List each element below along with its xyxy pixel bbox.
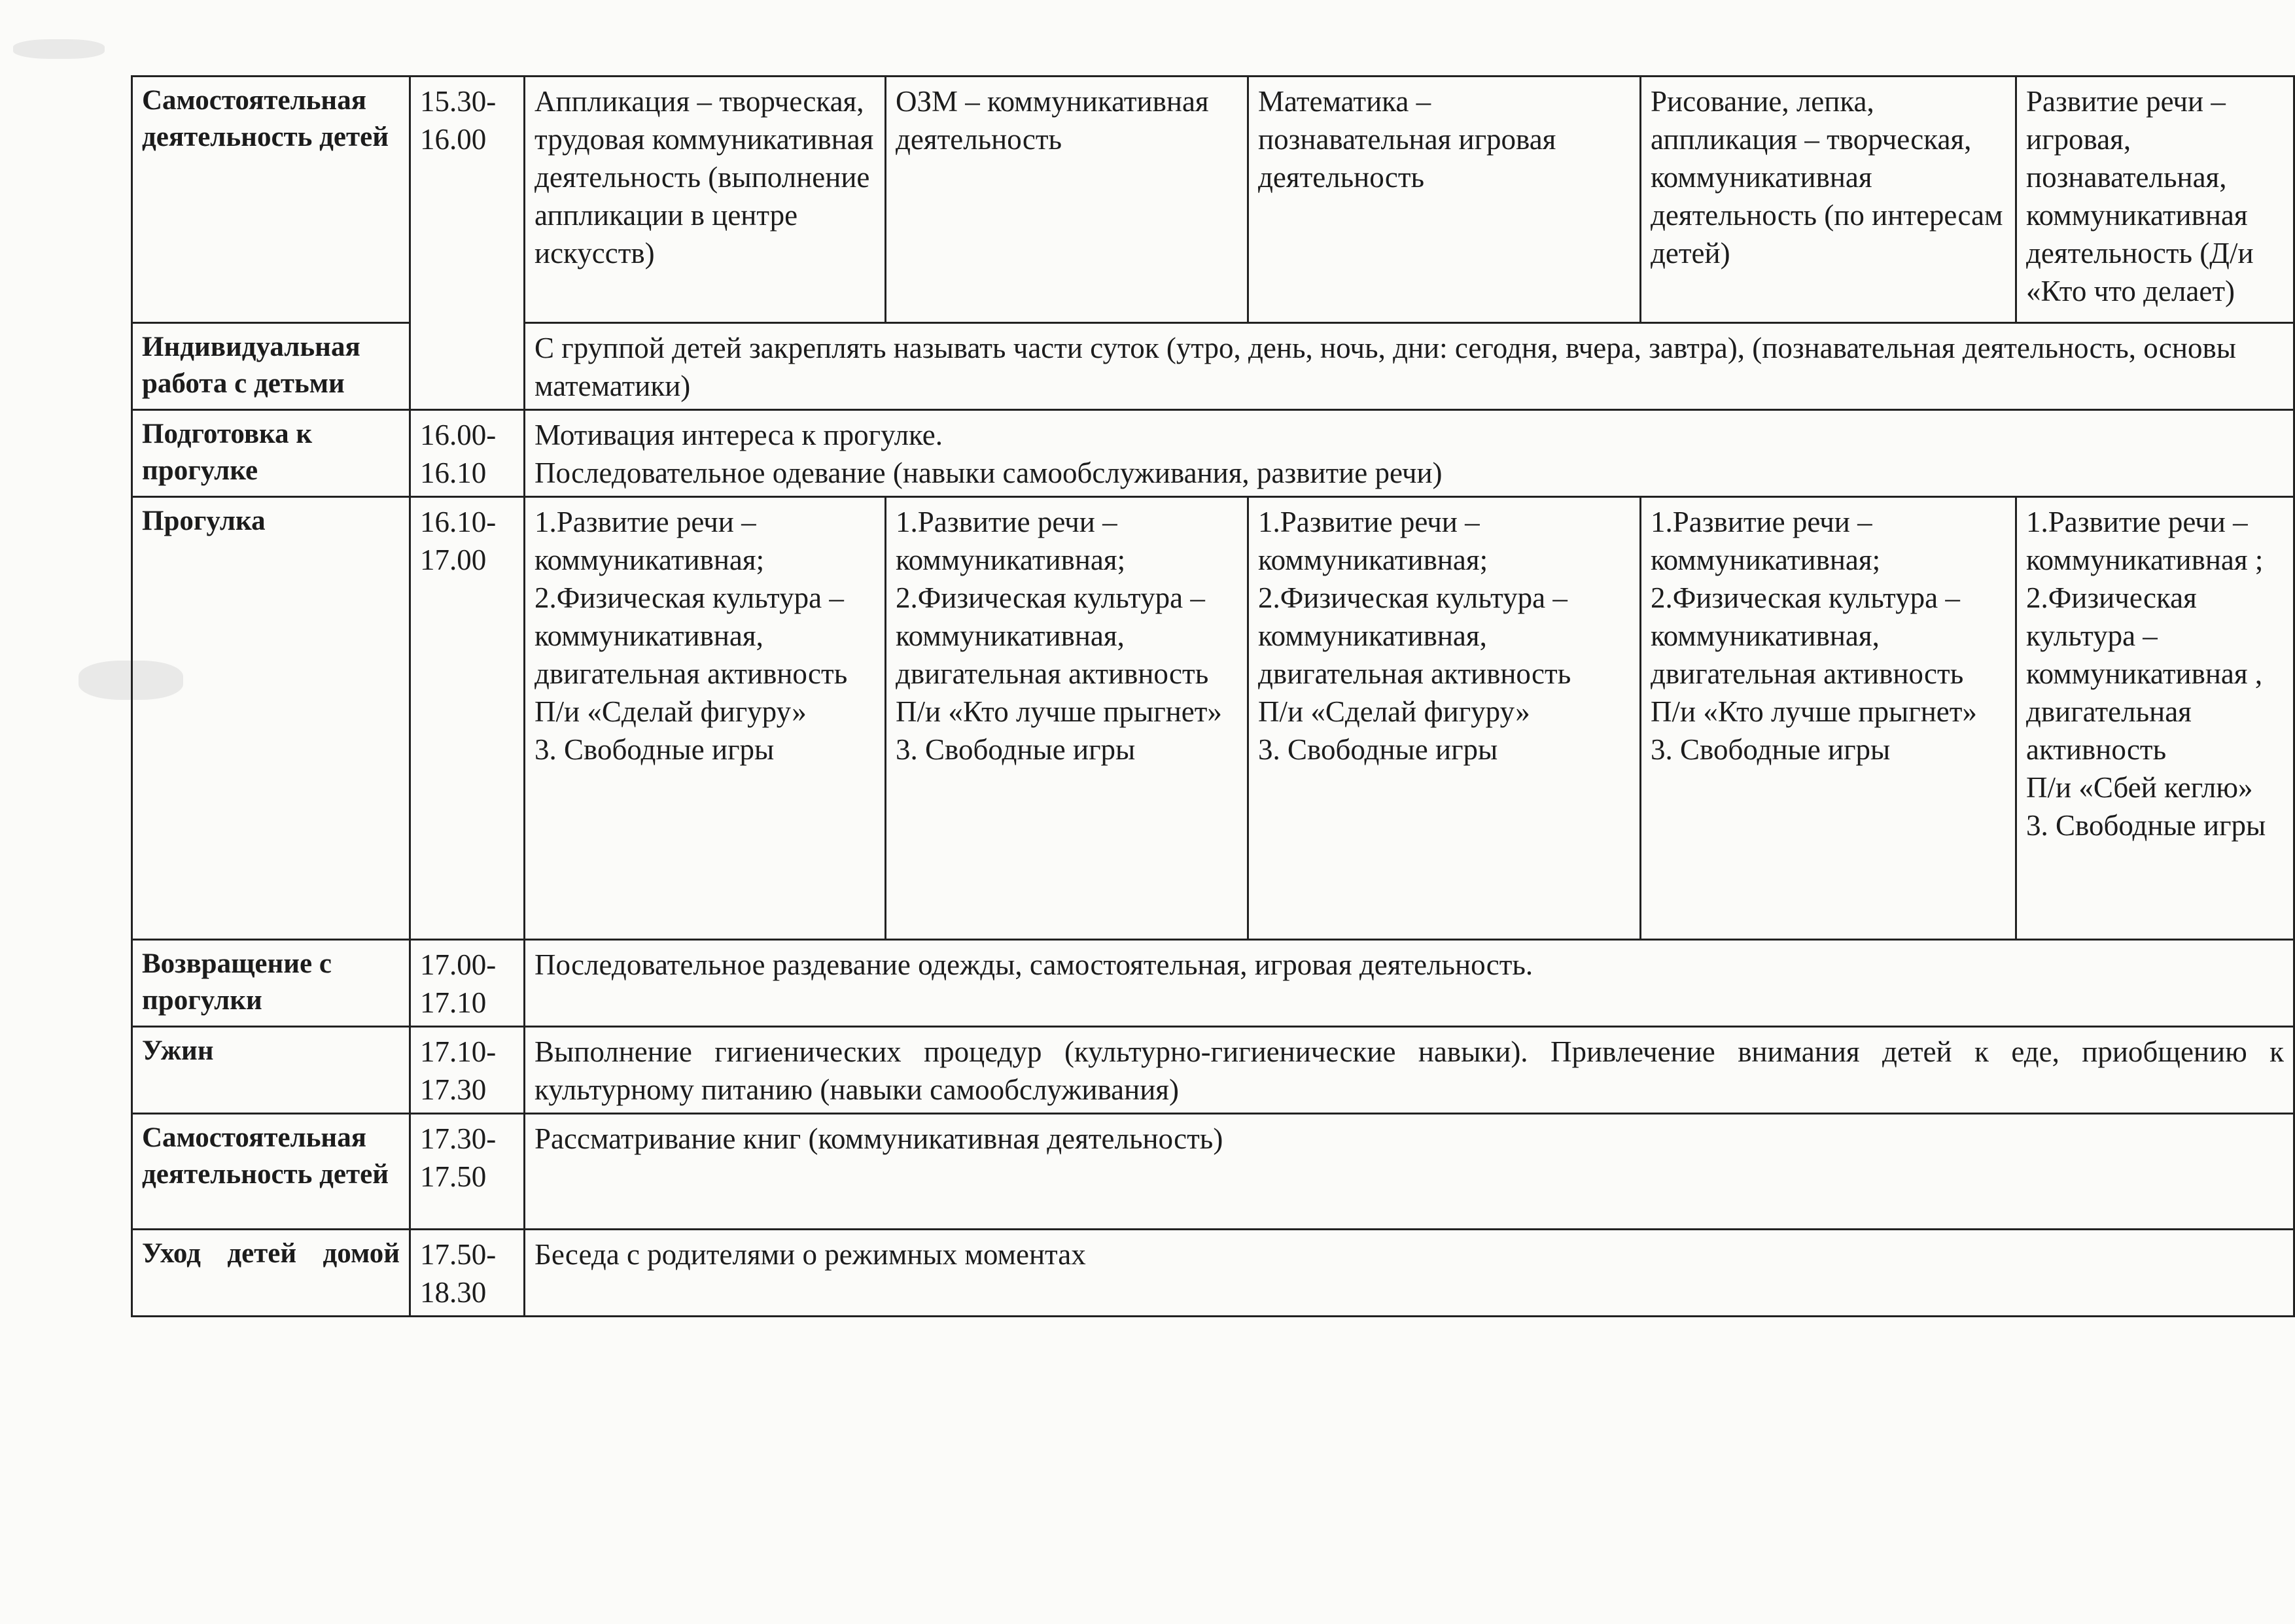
scan-smudge bbox=[13, 39, 105, 59]
day-cell bbox=[525, 497, 886, 940]
text-line: 1.Развитие речи – коммуникативная; bbox=[1651, 506, 1881, 576]
time-range: 17.50-18.30 bbox=[410, 1230, 525, 1317]
text-line: Последовательное одевание (навыки самообслуживания, развитие речи) bbox=[534, 457, 1443, 489]
day-cell: Развитие речи – игровая, познавательная, коммуникативная деятельность (Д/и «Кто что делает) bbox=[2016, 77, 2294, 323]
text-line: 1.Развитие речи – коммуникативная; bbox=[534, 506, 765, 576]
row-supper bbox=[132, 1027, 2294, 1114]
time-range: 17.00-17.10 bbox=[410, 940, 525, 1027]
row-walk bbox=[132, 497, 2294, 940]
merged-cell bbox=[525, 410, 2294, 497]
row-self-activity-2 bbox=[132, 1114, 2294, 1230]
text-line: П/и «Кто лучше прыгнет» bbox=[1651, 695, 1977, 728]
activity-label: Индивидуальная работа с детьми bbox=[132, 323, 410, 410]
day-cell: Математика – познавательная игровая деятельность bbox=[1248, 77, 1641, 323]
time-range: 15.30-16.00 bbox=[410, 77, 525, 410]
activity-label: Ужин bbox=[132, 1027, 410, 1114]
merged-cell: С группой детей закреплять называть части суток (утро, день, ночь, дни: сегодня, вчера, завтра), (познавательная деятельность, основы математики) bbox=[525, 323, 2294, 410]
text-line: 2.Физическая культура – коммуникативная , двигательная активность bbox=[2026, 581, 2263, 766]
text-line: 3. Свободные игры bbox=[1258, 733, 1498, 766]
text-line: П/и «Кто лучше прыгнет» bbox=[896, 695, 1222, 728]
text-line: 1.Развитие речи – коммуникативная; bbox=[896, 506, 1126, 576]
text-line: 3. Свободные игры bbox=[534, 733, 775, 766]
day-cell bbox=[1248, 497, 1641, 940]
merged-cell: Беседа с родителями о режимных моментах bbox=[525, 1230, 2294, 1317]
merged-cell: Выполнение гигиенических процедур (культурно-гигиенические навыки). Привлечение внимания детей к еде, приобщению к культурному питанию (навыки самообслуживания) bbox=[525, 1027, 2294, 1114]
row-prepare-walk bbox=[132, 410, 2294, 497]
row-going-home bbox=[132, 1230, 2294, 1317]
activity-label: Уход детей домой bbox=[132, 1230, 410, 1317]
text-line: 1.Развитие речи – коммуникативная; bbox=[1258, 506, 1488, 576]
text-line: П/и «Сделай фигуру» bbox=[1258, 695, 1530, 728]
text-line: Мотивация интереса к прогулке. bbox=[534, 419, 943, 451]
text-line: 3. Свободные игры bbox=[1651, 733, 1891, 766]
text-line: 2.Физическая культура – коммуникативная, двигательная активность bbox=[1258, 581, 1571, 690]
text-line: П/и «Сбей кеглю» bbox=[2026, 771, 2253, 804]
text-line: 2.Физическая культура – коммуникативная, двигательная активность bbox=[534, 581, 848, 690]
activity-label: Самостоятельная деятельность детей bbox=[132, 1114, 410, 1230]
activity-label: Подготовка к прогулке bbox=[132, 410, 410, 497]
time-range: 16.00-16.10 bbox=[410, 410, 525, 497]
row-self-activity-1 bbox=[132, 77, 2294, 323]
day-cell: ОЗМ – коммуникативная деятельность bbox=[886, 77, 1248, 323]
merged-cell: Рассматривание книг (коммуникативная деятельность) bbox=[525, 1114, 2294, 1230]
day-cell: Аппликация – творческая, трудовая коммуникативная деятельность (выполнение аппликации в центре искусств) bbox=[525, 77, 886, 323]
time-range: 16.10-17.00 bbox=[410, 497, 525, 940]
time-range: 17.30-17.50 bbox=[410, 1114, 525, 1230]
text-line: 3. Свободные игры bbox=[2026, 809, 2266, 842]
activity-label: Самостоятельная деятельность детей bbox=[132, 77, 410, 323]
text-line: 1.Развитие речи – коммуникативная ; bbox=[2026, 506, 2264, 576]
day-cell bbox=[1641, 497, 2016, 940]
activity-label: Возвращение с прогулки bbox=[132, 940, 410, 1027]
text-line: П/и «Сделай фигуру» bbox=[534, 695, 807, 728]
day-cell: Рисование, лепка, аппликация – творческая, коммуникативная деятельность (по интересам детей) bbox=[1641, 77, 2016, 323]
text-line: 2.Физическая культура – коммуникативная, двигательная активность bbox=[1651, 581, 1964, 690]
merged-cell: Последовательное раздевание одежды, самостоятельная, игровая деятельность. bbox=[525, 940, 2294, 1027]
day-cell bbox=[886, 497, 1248, 940]
time-range: 17.10-17.30 bbox=[410, 1027, 525, 1114]
activity-label: Прогулка bbox=[132, 497, 410, 940]
daily-schedule-table bbox=[131, 75, 2295, 1317]
text-line: 3. Свободные игры bbox=[896, 733, 1136, 766]
day-cell bbox=[2016, 497, 2294, 940]
row-return-walk bbox=[132, 940, 2294, 1027]
text-line: 2.Физическая культура – коммуникативная, двигательная активность bbox=[896, 581, 1209, 690]
